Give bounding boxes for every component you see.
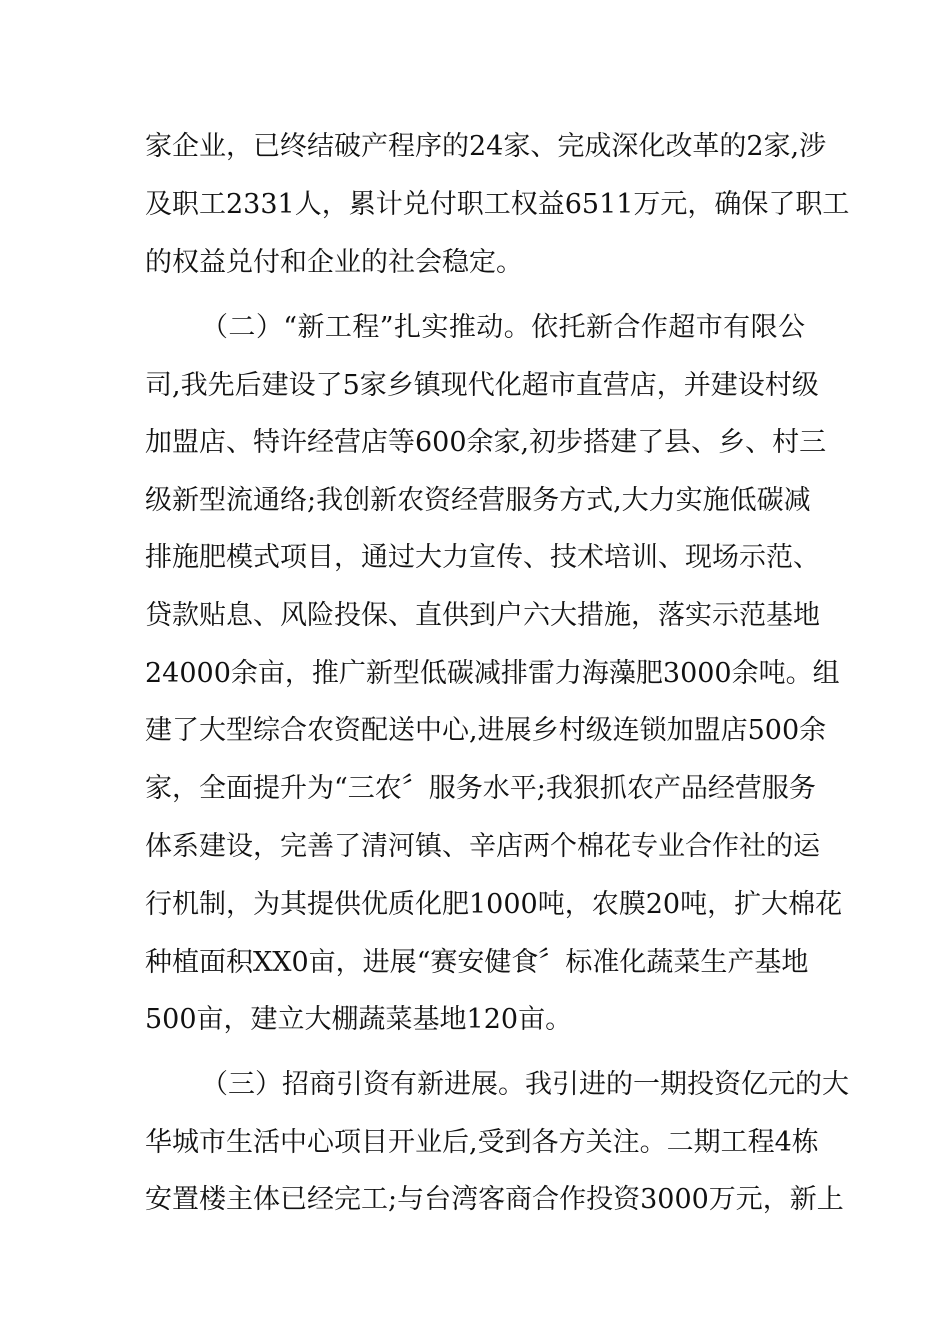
- paragraph-heading-line: （二）“新工程”扎实推动。依托新合作超市有限公: [201, 312, 805, 343]
- text-line: 级新型流通络;我创新农资经营服务方式,大力实施低碳减: [145, 485, 811, 516]
- paragraph-heading-line: （三）招商引资有新进展。我引进的一期投资亿元的大: [201, 1069, 849, 1100]
- text-line: 种植面积XX0亩，进展“赛安健食〞标准化蔬菜生产基地: [145, 947, 809, 978]
- text-line: 排施肥模式项目，通过大力宣传、技术培训、现场示范、: [145, 542, 820, 573]
- text-line: 加盟店、特许经营店等600余家,初步搭建了县、乡、村三: [145, 427, 827, 458]
- text-line: 安置楼主体已经完工;与台湾客商合作投资3000万元，新上: [145, 1184, 844, 1215]
- text-line: 贷款贴息、风险投保、直供到户六大措施，落实示范基地: [145, 600, 820, 631]
- text-line: 24000余亩，推广新型低碳减排雷力海藻肥3000余吨。组: [145, 658, 840, 689]
- text-line: 500亩，建立大棚蔬菜基地120亩。: [145, 1004, 573, 1035]
- text-line: 的权益兑付和企业的社会稳定。: [145, 247, 523, 278]
- text-line: 体系建设，完善了清河镇、辛店两个棉花专业合作社的运: [145, 831, 820, 862]
- text-line: 司,我先后建设了5家乡镇现代化超市直营店，并建设村级: [145, 370, 819, 401]
- text-line: 行机制，为其提供优质化肥1000吨，农膜20吨，扩大棉花: [145, 889, 843, 920]
- text-line: 及职工2331人，累计兑付职工权益6511万元，确保了职工: [145, 189, 850, 220]
- text-line: 家企业，已终结破产程序的24家、完成深化改革的2家,涉: [145, 131, 827, 162]
- text-line: 家，全面提升为“三农〞服务水平;我狠抓农产品经营服务: [145, 773, 816, 804]
- text-line: 华城市生活中心项目开业后,受到各方关注。二期工程4栋: [145, 1127, 819, 1158]
- text-line: 建了大型综合农资配送中心,进展乡村级连锁加盟店500余: [145, 715, 827, 746]
